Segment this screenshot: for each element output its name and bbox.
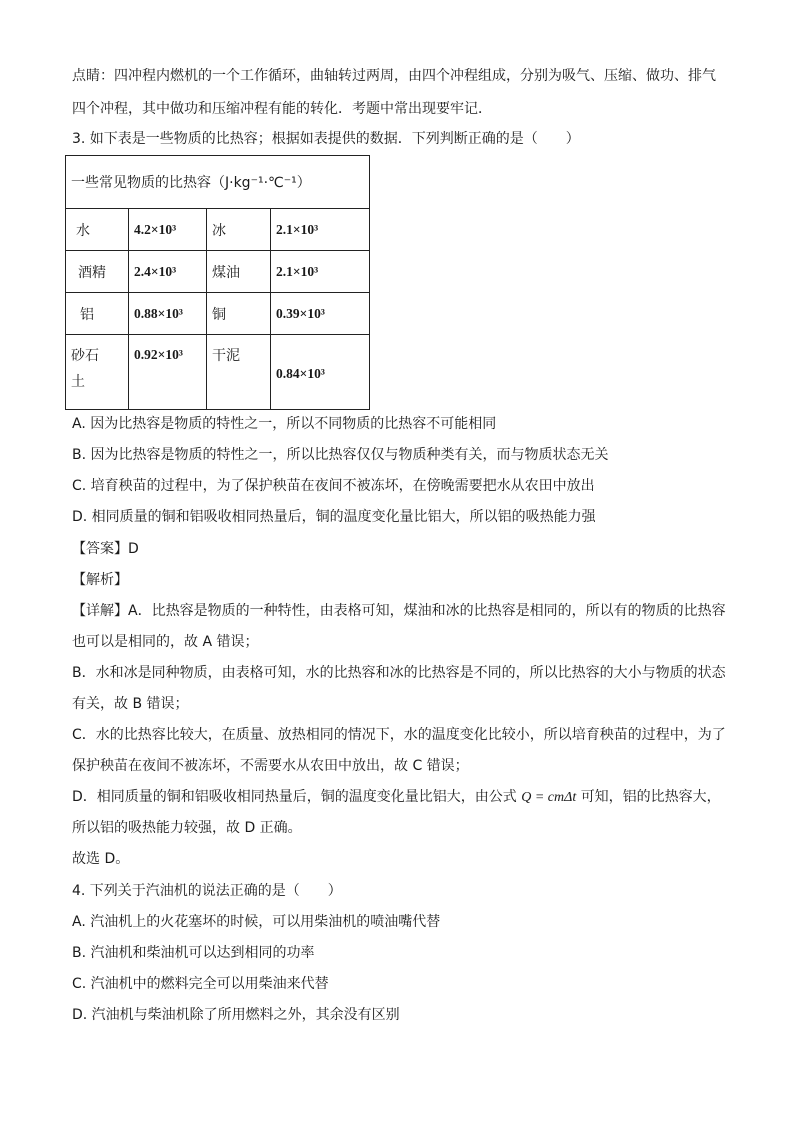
table-row (66, 209, 370, 251)
substance-name: 酒精 (66, 251, 129, 293)
substance-value: 2.1×10³ (271, 209, 370, 251)
detail-line: 【详解】A．比热容是物质的一种特性，由表格可知，煤油和冰的比热容是相同的，所以有的物质的比热容 (72, 603, 726, 619)
table-header: 一些常见物质的比热容（J·kg⁻¹·℃⁻¹） (66, 156, 370, 209)
table-row (66, 293, 370, 335)
detail-text: D．相同质量的铜和铝吸收相同热量后，铜的温度变化量比铝大，由公式 (72, 789, 517, 805)
detail-line: 所以铝的吸热能力较强，故 D 正确。 (72, 820, 302, 836)
q3-option-d: D. 相同质量的铜和铝吸收相同热量后，铜的温度变化量比铝大，所以铝的吸热能力强 (72, 509, 596, 525)
detail-line: C．水的比热容比较大，在质量、放热相同的情况下，水的温度变化比较小，所以培育秧苗的过程中，为了 (72, 727, 726, 743)
intro-line-2: 四个冲程，其中做功和压缩冲程有能的转化．考题中常出现要牢记． (72, 101, 492, 117)
substance-name: 干泥 (207, 335, 271, 410)
detail-line: 有关，故 B 错误； (72, 696, 189, 712)
detail-line: B．水和冰是同种物质，由表格可知，水的比热容和冰的比热容是不同的，所以比热容的大小与物质的状态 (72, 665, 726, 681)
substance-name: 冰 (207, 209, 271, 251)
substance-name (66, 335, 129, 410)
substance-name: 铝 (66, 293, 129, 335)
substance-value: 0.39×10³ (271, 293, 370, 335)
specific-heat-table (65, 155, 370, 410)
formula: Q = cmΔt (521, 790, 577, 805)
question-4-stem: 4. 下列关于汽油机的说法正确的是（ ） (72, 883, 342, 899)
substance-value: 0.84×10³ (271, 335, 370, 410)
substance-value: 2.1×10³ (271, 251, 370, 293)
answer-tag: 【答案】D (72, 541, 139, 557)
intro-line-1: 点睛：四冲程内燃机的一个工作循环，曲轴转过两周，由四个冲程组成，分别为吸气、压缩、做功、排气 (72, 68, 716, 84)
q3-option-a: A. 因为比热容是物质的特性之一，所以不同物质的比热容不可能相同 (72, 416, 497, 432)
q4-option-b: B. 汽油机和柴油机可以达到相同的功率 (72, 945, 315, 961)
substance-value: 4.2×10³ (129, 209, 207, 251)
analysis-tag: 【解析】 (72, 572, 128, 588)
substance-value: 0.92×10³ (129, 335, 207, 410)
detail-line-formula (72, 787, 721, 808)
substance-value: 0.88×10³ (129, 293, 207, 335)
detail-line: 故选 D。 (72, 851, 130, 867)
q3-option-b: B. 因为比热容是物质的特性之一，所以比热容仅仅与物质种类有关，而与物质状态无关 (72, 447, 609, 463)
table-row (66, 251, 370, 293)
q4-option-a: A. 汽油机上的火花塞坏的时候，可以用柴油机的喷油嘴代替 (72, 914, 441, 930)
substance-name-part: 砂石 (71, 348, 99, 364)
substance-value: 2.4×10³ (129, 251, 207, 293)
detail-text: 可知，铝的比热容大， (580, 789, 721, 805)
q4-option-d: D. 汽油机与柴油机除了所用燃料之外，其余没有区别 (72, 1007, 400, 1023)
q3-option-c: C. 培育秧苗的过程中，为了保护秧苗在夜间不被冻坏，在傍晚需要把水从农田中放出 (72, 478, 595, 494)
detail-line: 也可以是相同的，故 A 错误； (72, 634, 259, 650)
substance-name: 煤油 (207, 251, 271, 293)
q4-option-c: C. 汽油机中的燃料完全可以用柴油来代替 (72, 976, 329, 992)
substance-name: 水 (66, 209, 129, 251)
question-3-stem: 3. 如下表是一些物质的比热容；根据如表提供的数据．下列判断正确的是（ ） (72, 131, 580, 147)
substance-name-part: 土 (71, 374, 85, 390)
substance-name: 铜 (207, 293, 271, 335)
table-row (66, 335, 370, 410)
detail-line: 保护秧苗在夜间不被冻坏，不需要水从农田中放出，故 C 错误； (72, 758, 469, 774)
